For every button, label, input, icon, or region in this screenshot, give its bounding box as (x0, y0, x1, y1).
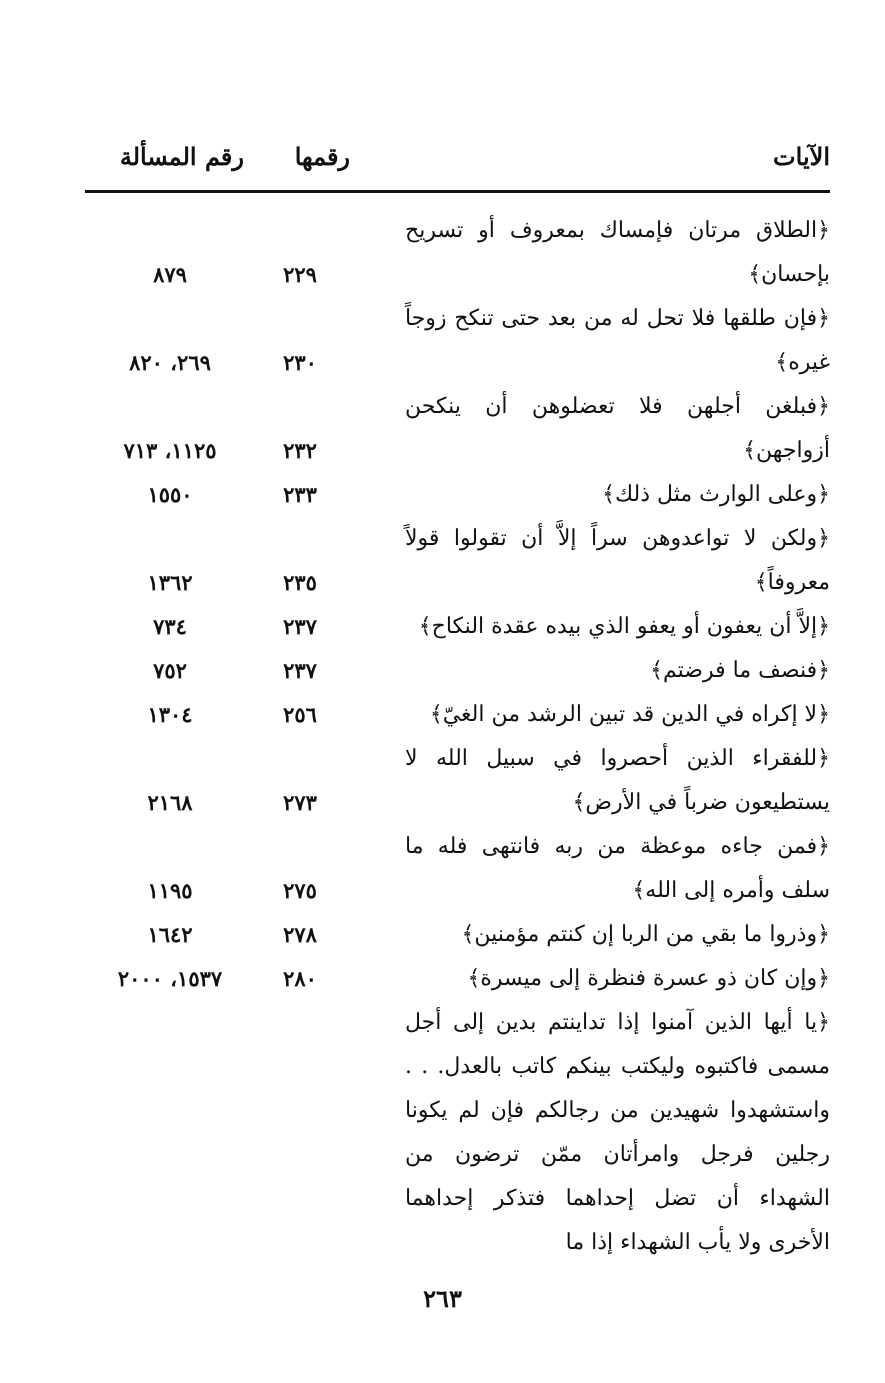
verse-number: ٢٣٢ (283, 438, 317, 463)
verse-text: ﴿فبلغن أجلهن فلا تعضلوهن أن ينكحن أزواجهن﴾ (405, 394, 830, 463)
table-row (85, 605, 830, 649)
issue-numbers: ٧٥٢ (153, 658, 187, 683)
header-rule (85, 190, 830, 193)
verse-text: ﴿لا إكراه في الدين قد تبين الرشد من الغيّ﴾ (429, 702, 830, 727)
issue-numbers (85, 1221, 255, 1265)
verse-number: ٢٥٦ (283, 702, 317, 727)
verse-number: ٢٧٨ (283, 922, 317, 947)
header-verses: الآيات (773, 142, 830, 171)
verse-text: ﴿يا أيها الذين آمنوا إذا تداينتم بدين إلى أجل مسمى فاكتبوه وليكتب بينكم كاتب بالعدل. . . واستشهدوا شهيدين من رجالكم فإن لم يكونا رجلين فرجل وامرأتان ممّن ترضون من الشهداء أن تضل إحداهما فتذكر إحداهما الأخرى ولا يأب الشهداء إذا ما (405, 1010, 830, 1255)
verse-number: ٢٧٣ (283, 790, 317, 815)
table-row (85, 737, 830, 825)
issue-numbers: ٧٣٤ (153, 614, 187, 639)
table-row (85, 825, 830, 913)
table-row (85, 385, 830, 473)
table-row (85, 209, 830, 297)
verse-number: ٢٣٣ (283, 482, 317, 507)
issue-numbers: ١٣٦٢ (147, 570, 193, 595)
verse-text: ﴿وعلى الوارث مثل ذلك﴾ (602, 482, 830, 507)
verse-number: ٢٣٧ (283, 658, 317, 683)
header-verse-number: رقمها (294, 142, 350, 171)
verse-text: ﴿فمن جاءه موعظة من ربه فانتهى فله ما سلف وأمره إلى الله﴾ (405, 834, 830, 903)
verse-text: ﴿الطلاق مرتان فإمساك بمعروف أو تسريح بإحسان﴾ (405, 218, 830, 287)
issue-numbers: ١٦٤٢ (147, 922, 193, 947)
issue-numbers: ١٣٠٤ (147, 702, 193, 727)
verse-text: ﴿فإن طلقها فلا تحل له من بعد حتى تنكح زوجاً غيره﴾ (405, 306, 830, 375)
table-row (85, 517, 830, 605)
table-row (85, 1001, 830, 1265)
table-row (85, 297, 830, 385)
verse-index-list (85, 209, 830, 1265)
issue-numbers: ٨٧٩ (153, 262, 187, 287)
verse-text: ﴿للفقراء الذين أحصروا في سبيل الله لا يستطيعون ضرباً في الأرض﴾ (405, 746, 830, 815)
table-header (85, 132, 830, 182)
issue-numbers: ١٥٣٧، ٢٠٠٠ (117, 966, 223, 991)
issue-numbers: ٢٦٩، ٨٢٠ (129, 350, 211, 375)
table-row (85, 957, 830, 1001)
verse-text: ﴿فنصف ما فرضتم﴾ (650, 658, 830, 683)
verse-text: ﴿إلاَّ أن يعفون أو يعفو الذي بيده عقدة النكاح﴾ (418, 614, 830, 639)
table-row (85, 473, 830, 517)
verse-number: ٢٨٠ (283, 966, 317, 991)
issue-numbers: ٢١٦٨ (147, 790, 193, 815)
issue-numbers: ١١٩٥ (147, 878, 193, 903)
table-row (85, 649, 830, 693)
verse-number: ٢٣٥ (283, 570, 317, 595)
verse-text: ﴿ولكن لا تواعدوهن سراً إلاَّ أن تقولوا قولاً معروفاً﴾ (405, 526, 830, 595)
verse-text: ﴿وذروا ما بقي من الربا إن كنتم مؤمنين﴾ (461, 922, 830, 947)
table-row (85, 913, 830, 957)
verse-number: ٢٧٥ (283, 878, 317, 903)
verse-number: ٢٣٧ (283, 614, 317, 639)
verse-number (250, 1221, 350, 1265)
issue-numbers: ١٥٥٠ (147, 482, 193, 507)
page-number: ٢٦٣ (423, 1284, 462, 1313)
verse-text: ﴿وإن كان ذو عسرة فنظرة إلى ميسرة﴾ (467, 966, 830, 991)
verse-number: ٢٣٠ (283, 350, 317, 375)
issue-numbers: ١١٢٥، ٧١٣ (123, 438, 217, 463)
header-issue-number: رقم المسألة (119, 142, 244, 171)
table-row (85, 693, 830, 737)
verse-number: ٢٢٩ (283, 262, 317, 287)
